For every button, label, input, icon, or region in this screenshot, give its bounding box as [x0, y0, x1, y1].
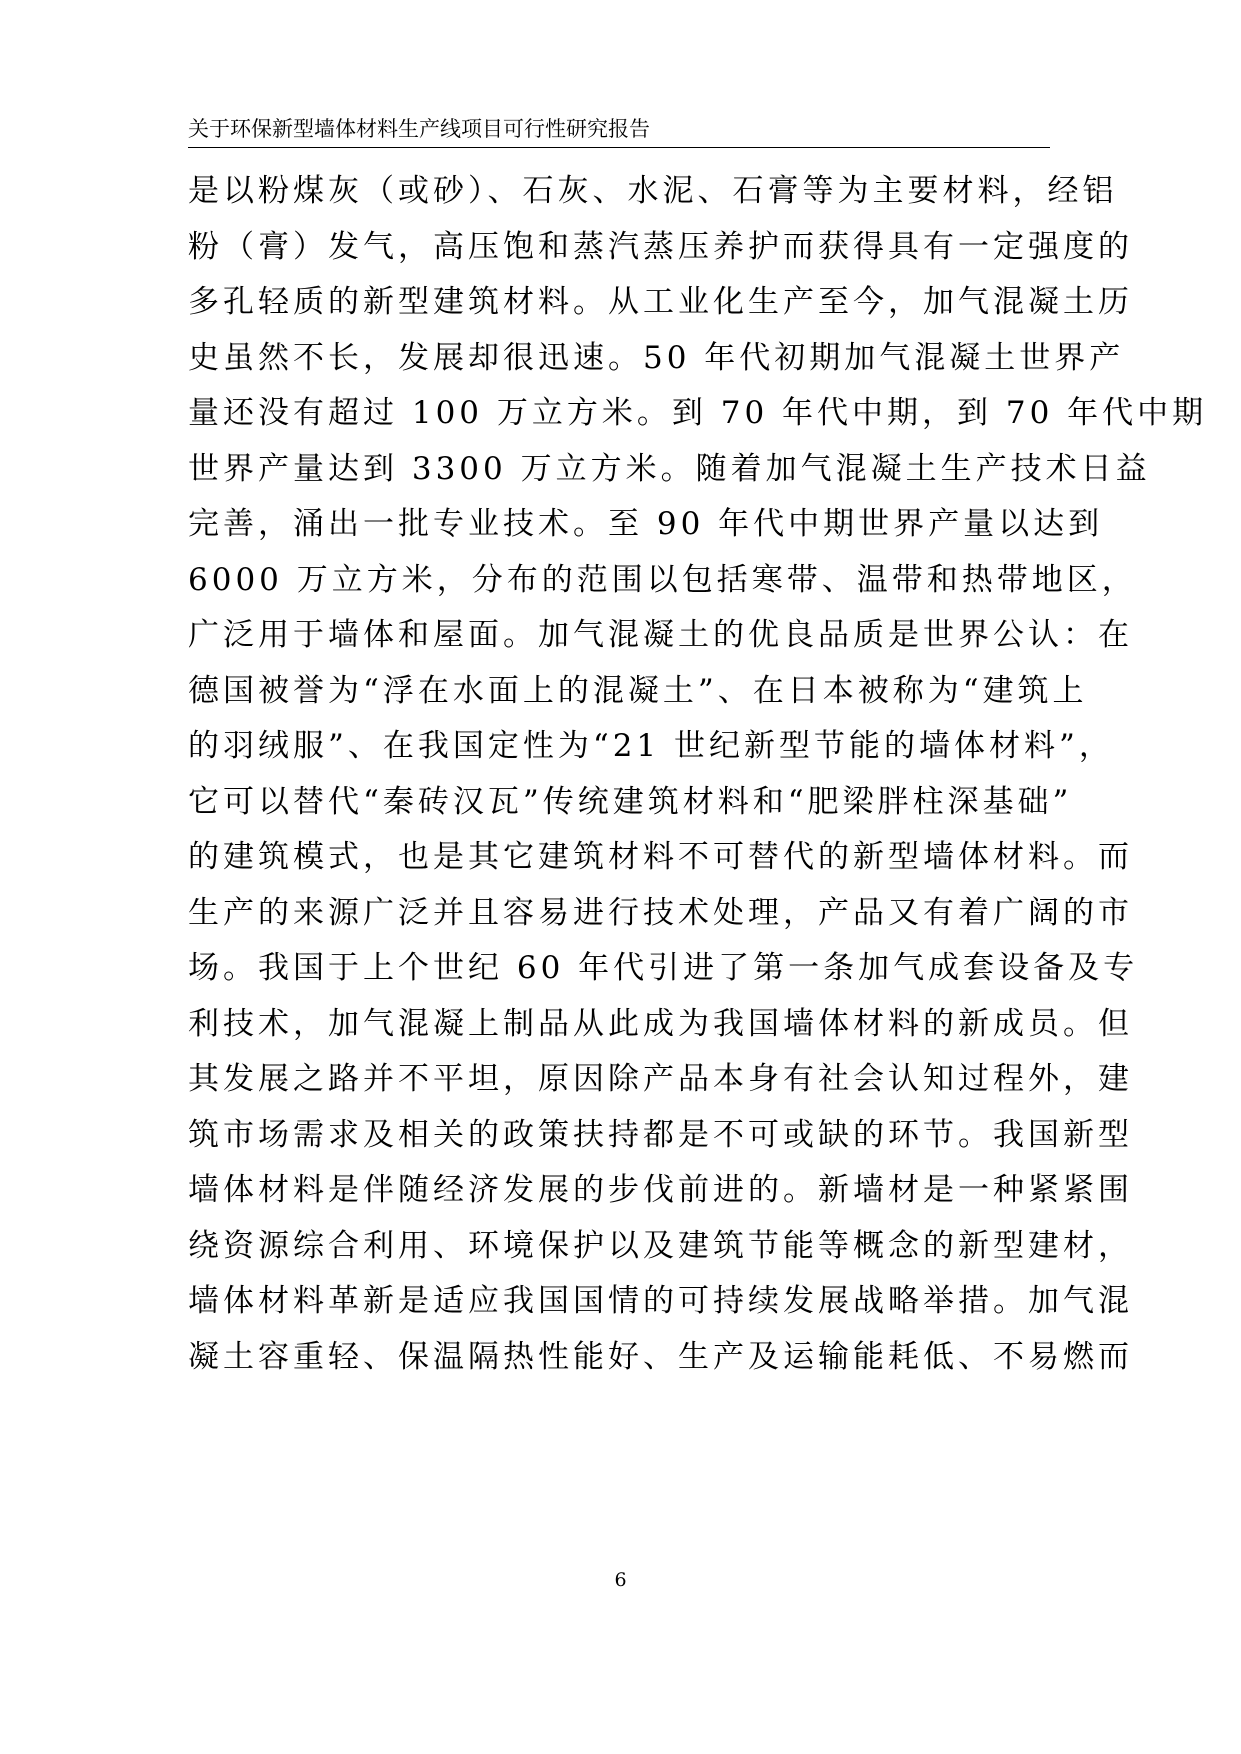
- body-line: 场。我国于上个世纪 60 年代引进了第一条加气成套设备及专: [188, 950, 1139, 986]
- body-text: [188, 164, 1208, 1385]
- body-line: 世界产量达到 3300 万立方米。随着加气混凝土生产技术日益: [188, 450, 1151, 487]
- body-line: 它可以替代“秦砖汉瓦”传统建筑材料和“肥梁胖柱深基础”: [188, 783, 1073, 820]
- body-line: 筑市场需求及相关的政策扶持都是不可或缺的环节。我国新型: [188, 1116, 1133, 1153]
- body-line: 粉（膏）发气，高压饱和蒸汽蒸压养护而获得具有一定强度的: [188, 228, 1133, 265]
- header-rule: [188, 147, 1050, 148]
- body-line: 墙体材料革新是适应我国国情的可持续发展战略举措。加气混: [188, 1283, 1133, 1319]
- body-line: 多孔轻质的新型建筑材料。从工业化生产至今，加气混凝土历: [188, 284, 1133, 320]
- body-line: 完善，涌出一批专业技术。至 90 年代中期世界产量以达到: [188, 506, 1104, 542]
- body-line: 广泛用于墙体和屋面。加气混凝土的优良品质是世界公认：在: [188, 617, 1133, 653]
- body-line: 利技术，加气混凝上制品从此成为我国墙体材料的新成员。但: [188, 1005, 1133, 1042]
- page-number: 6: [614, 1569, 627, 1591]
- body-line: 其发展之路并不平坦，原因除产品本身有社会认知过程外，建: [188, 1061, 1133, 1097]
- body-line: 生产的来源广泛并且容易进行技术处理，产品又有着广阔的市: [188, 894, 1133, 931]
- body-line: 凝土容重轻、保温隔热性能好、生产及运输能耗低、不易燃而: [188, 1338, 1133, 1375]
- body-line: 量还没有超过 100 万立方米。到 70 年代中期，到 70 年代中期: [188, 395, 1208, 431]
- body-line: 的建筑模式，也是其它建筑材料不可替代的新型墙体材料。而: [188, 839, 1133, 875]
- page-header-title: 关于环保新型墙体材料生产线项目可行性研究报告: [188, 117, 650, 141]
- body-line: 6000 万立方米，分布的范围以包括寒带、温带和热带地区，: [188, 561, 1137, 598]
- body-line: 绕资源综合利用、环境保护以及建筑节能等概念的新型建材，: [188, 1227, 1133, 1264]
- body-line: 墙体材料是伴随经济发展的步伐前进的。新墙材是一种紧紧围: [188, 1172, 1133, 1208]
- body-line: 的羽绒服”、在我国定性为“21 世纪新型节能的墙体材料”，: [188, 728, 1114, 764]
- body-line: 史虽然不长，发展却很迅速。50 年代初期加气混凝土世界产: [188, 339, 1125, 376]
- body-line: 是以粉煤灰（或砂）、石灰、水泥、石膏等为主要材料，经铝: [188, 173, 1118, 209]
- body-line: 德国被誉为“浮在水面上的混凝土”、在日本被称为“建筑上: [188, 672, 1088, 709]
